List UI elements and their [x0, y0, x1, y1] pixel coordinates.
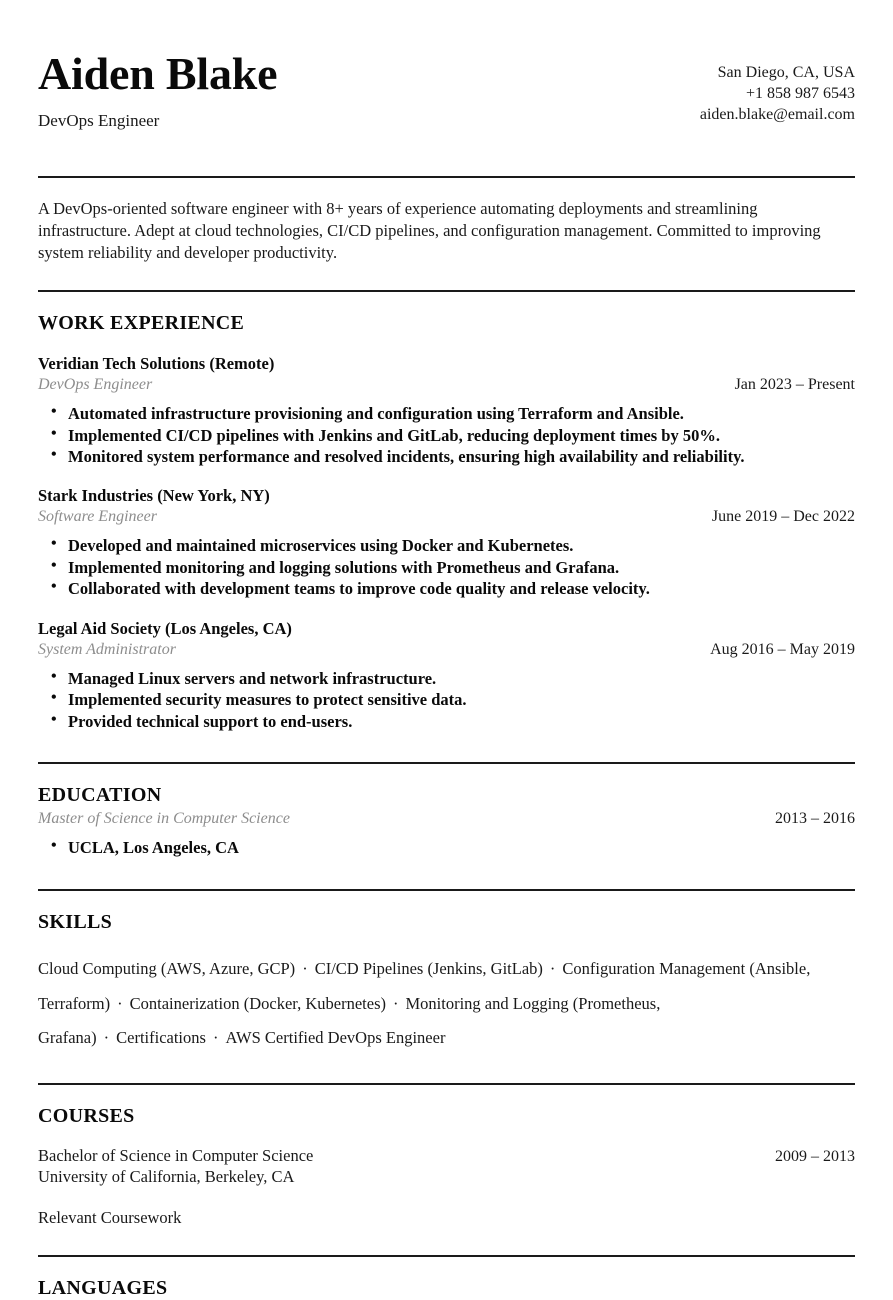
skill-separator-icon: ·: [212, 1027, 219, 1047]
work-bullet: • Developed and maintained microservices using Docker and Kubernetes.: [38, 535, 855, 556]
professional-summary: A DevOps-oriented software engineer with 8+ years of experience automating deployments and streamlining infrastructure. Adept at cloud technologies, CI/CD pipelines, and configuration management. Committed to improving system reliability and developer productivity.: [38, 199, 821, 263]
skill-item: Certifications: [116, 1027, 206, 1047]
section-title-courses: COURSES: [38, 1104, 135, 1127]
candidate-headline: DevOps Engineer: [38, 111, 160, 131]
work-organization: Legal Aid Society (Los Angeles, CA): [38, 618, 292, 638]
work-role-line: [38, 641, 855, 659]
contact-phone[interactable]: +1 858 987 6543: [745, 85, 855, 103]
section-title-work: WORK EXPERIENCE: [38, 312, 245, 335]
work-bullet: • Implemented monitoring and logging solutions with Prometheus and Grafana.: [38, 557, 855, 578]
skill-separator-icon: ·: [103, 1027, 110, 1047]
work-dates: Aug 2016 – May 2019: [710, 640, 855, 658]
courses-divider: [38, 1255, 855, 1257]
contact-location: San Diego, CA, USA: [717, 64, 855, 81]
contact-email[interactable]: aiden.blake@email.com: [699, 106, 855, 124]
education-divider: [38, 889, 855, 891]
work-bullet-list: [38, 535, 855, 599]
work-dates: Jan 2023 – Present: [734, 376, 855, 394]
course-title: Bachelor of Science in Computer Science: [38, 1145, 314, 1165]
resume-header: [38, 44, 855, 131]
work-bullet: • Monitored system performance and resolved incidents, ensuring high availability and reliability.: [38, 446, 855, 467]
skill-item: Cloud Computing (AWS, Azure, GCP): [38, 959, 296, 979]
work-entry: [38, 619, 855, 732]
skill-separator-icon: ·: [302, 959, 308, 979]
work-role: System Administrator: [38, 640, 176, 658]
skills-divider: [38, 1083, 855, 1085]
skill-separator-icon: ·: [549, 959, 556, 979]
work-bullet: • Provided technical support to end-users.: [38, 711, 855, 732]
work-bullet: • Automated infrastructure provisioning and configuration using Terraform and Ansible.: [38, 403, 855, 424]
course-note: Relevant Coursework: [38, 1207, 182, 1227]
work-divider: [38, 762, 855, 764]
work-organization: Veridian Tech Solutions (Remote): [38, 354, 275, 374]
candidate-name: Aiden Blake: [38, 48, 278, 99]
course-dates: 2009 – 2013: [775, 1147, 855, 1165]
section-title-skills: SKILLS: [38, 911, 113, 934]
skills-list: [38, 952, 838, 1054]
education-bullet-list: [38, 837, 855, 858]
work-role: DevOps Engineer: [38, 376, 153, 394]
header-divider: [38, 176, 855, 178]
section-title-languages: LANGUAGES: [38, 1276, 168, 1299]
work-role-line: [38, 376, 855, 394]
education-degree: Master of Science in Computer Science: [38, 810, 290, 828]
section-title-education: EDUCATION: [38, 784, 162, 807]
work-bullet: • Implemented security measures to protect sensitive data.: [38, 689, 855, 710]
work-role-line: [38, 508, 855, 526]
work-bullet: • Implemented CI/CD pipelines with Jenkins and GitLab, reducing deployment times by 50%.: [38, 425, 855, 446]
work-entry: [38, 354, 855, 467]
skill-separator-icon: ·: [393, 993, 399, 1013]
course-institution: University of California, Berkeley, CA: [38, 1166, 295, 1186]
work-entry: [38, 486, 855, 599]
skill-item: Containerization (Docker, Kubernetes): [129, 993, 387, 1013]
work-bullet-list: [38, 668, 855, 732]
skill-item: Monitoring and Logging (Prometheus, Grafana): [38, 993, 661, 1047]
education-head: [38, 810, 855, 828]
course-entry: [38, 1146, 855, 1166]
work-bullet: • Managed Linux servers and network infrastructure.: [38, 668, 855, 689]
work-dates: June 2019 – Dec 2022: [711, 508, 855, 526]
skill-separator-icon: ·: [117, 993, 123, 1013]
education-dates: 2013 – 2016: [775, 810, 855, 828]
education-bullet: • UCLA, Los Angeles, CA: [38, 837, 855, 858]
skill-item: Configuration Management (Ansible, Terraform): [38, 959, 811, 1013]
work-organization: Stark Industries (New York, NY): [38, 486, 270, 506]
skill-item: AWS Certified DevOps Engineer: [225, 1027, 446, 1047]
identity-block: [38, 50, 277, 131]
summary-divider: [38, 290, 855, 292]
work-role: Software Engineer: [38, 508, 157, 526]
skill-item: CI/CD Pipelines (Jenkins, GitLab): [314, 959, 543, 979]
work-bullet: • Collaborated with development teams to improve code quality and release velocity.: [38, 578, 855, 599]
work-bullet-list: [38, 403, 855, 467]
contact-block: [700, 50, 855, 125]
